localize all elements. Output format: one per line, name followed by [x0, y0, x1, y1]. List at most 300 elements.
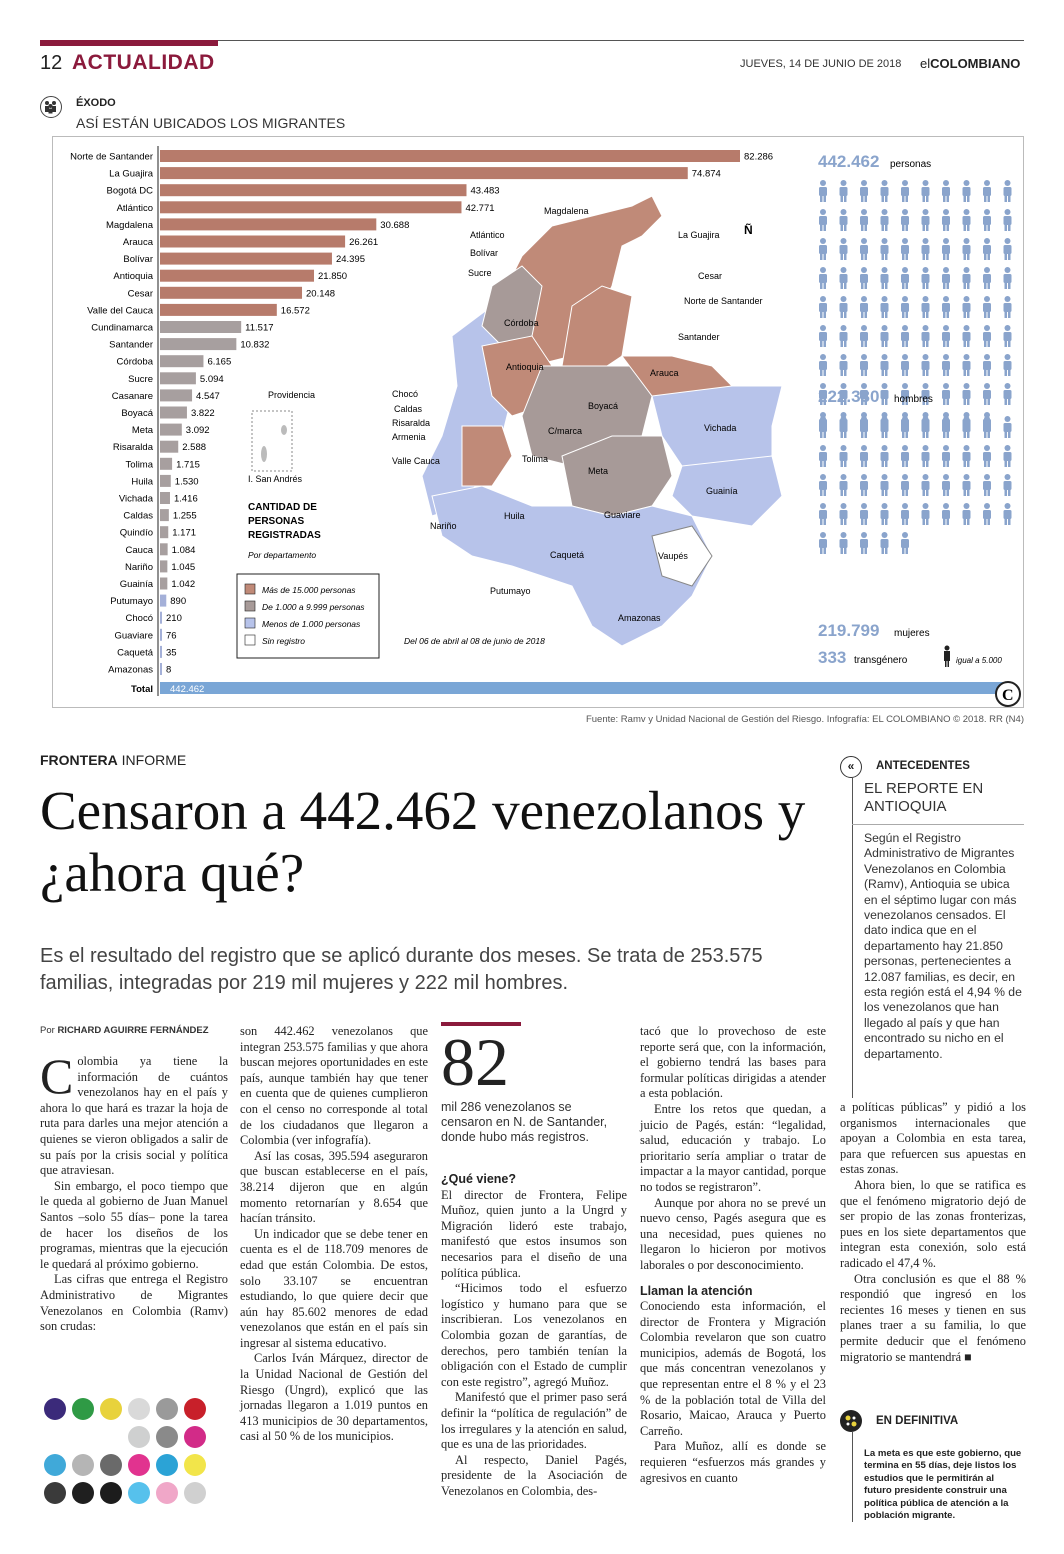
- bar: [160, 492, 170, 504]
- color-registration-bar: [44, 1398, 224, 1510]
- article-column-1: [40, 1048, 228, 1335]
- bar-category-label: Córdoba: [116, 356, 153, 368]
- bar: [160, 287, 302, 299]
- bar-value-label: 2.588: [182, 442, 207, 454]
- person-icon: [840, 416, 848, 438]
- person-icon: [922, 267, 930, 289]
- paragraph: Conociendo esta información, el director de Frontera y Migración Colombia revelaron que son cuatro municipios, además de Bogotá, los que más concentran venezolanos y que representan entre el 8 % y el 23 % de la población total de Villa del Rosario, Maicao, Arauca y Puerto Carreño.: [640, 1299, 826, 1438]
- map-label: La Guajira: [678, 230, 720, 240]
- date-range: Del 06 de abril al 08 de junio de 2018: [404, 636, 545, 646]
- map-title-line: [248, 502, 321, 541]
- color-dot: [44, 1398, 66, 1420]
- sidebar-body: La meta es que este gobierno, que termina en 55 días, deje listos los estudios que le permitirán al futuro presidente construir una política pública de atención a la población migrante.: [864, 1448, 1022, 1522]
- men-pictogram: [819, 416, 1012, 554]
- map-label: Chocó: [392, 389, 419, 399]
- paragraph: Las cifras que entrega el Registro Administrativo de Migrantes Venezolanos en Colombia (Ramv) son crudas:: [40, 1272, 228, 1334]
- bar-value-label: 35: [166, 647, 177, 659]
- color-dot: [184, 1454, 206, 1476]
- paragraph: son 442.462 venezolanos que integran 253.575 familias y que ahora buscan mejores oportunidades en este país, aunque también hay que tener en cuenta que de quienes cumplieron con el censo no corresponde al total de los ciudadanos que llegaron a Colombia (ver infografía).: [240, 1024, 428, 1148]
- bar: [160, 167, 688, 179]
- color-dot: [72, 1398, 94, 1420]
- person-icon: [963, 296, 971, 318]
- women-value: 219.799: [818, 621, 880, 640]
- bar-category-label: Bolívar: [123, 254, 153, 266]
- bar-category-label: Meta: [131, 425, 153, 437]
- legend-swatch: [245, 618, 255, 628]
- person-icon: [901, 325, 909, 347]
- person-icon: [944, 646, 950, 668]
- men-value: 222.330: [818, 387, 880, 406]
- legend-label: Sin registro: [262, 636, 305, 646]
- person-icon: [1004, 503, 1012, 525]
- person-icon: [922, 296, 930, 318]
- bar-category-label: Cundinamarca: [91, 322, 153, 334]
- color-dot: [72, 1482, 94, 1504]
- person-icon: [963, 238, 971, 260]
- person-icon: [983, 445, 991, 467]
- map-label: Caquetá: [550, 550, 585, 560]
- person-icon: [922, 416, 930, 438]
- bar-value-label: 6.165: [207, 356, 232, 368]
- bar: [160, 253, 332, 265]
- person-icon: [942, 209, 950, 231]
- person-icon: [860, 474, 868, 496]
- dropcap: C: [40, 1048, 74, 1104]
- paragraph: Entre los retos que quedan, a juicio de Pagés, están: “legalidad, salud, educación y trabajo. Lo prioritario sería ampliar o tratar de impactar a la mayor cantidad, porque no todos se registraron”.: [640, 1101, 826, 1194]
- person-icon: [963, 445, 971, 467]
- total-bar: [160, 682, 1010, 694]
- bar-category-label: Cauca: [125, 544, 153, 556]
- person-icon: [963, 474, 971, 496]
- byline: [40, 1025, 209, 1036]
- bar: [160, 475, 171, 487]
- map-subtitle: Por departamento: [248, 550, 317, 560]
- bar: [160, 407, 187, 419]
- person-icon: [942, 180, 950, 202]
- person-icon: [881, 445, 889, 467]
- sidebar-label: EN DEFINITIVA: [876, 1415, 959, 1427]
- person-icon: [840, 445, 848, 467]
- issue-date: JUEVES, 14 DE JUNIO DE 2018: [740, 58, 902, 70]
- map-label: Armenia: [392, 432, 426, 442]
- person-icon: [819, 238, 827, 260]
- paragraph: El director de Frontera, Felipe Muñoz, quien junto a la Ungrd y Migración lideró este trabajo, manifestó que estos insumos son necesarios para el diseño de una política pública.: [441, 1187, 627, 1280]
- bar: [160, 389, 192, 401]
- person-icon: [860, 209, 868, 231]
- person-icon: [901, 267, 909, 289]
- bar-category-label: Nariño: [125, 561, 153, 573]
- bar: [160, 458, 172, 470]
- person-icon: [922, 325, 930, 347]
- map-label: Vaupés: [658, 551, 688, 561]
- bar-value-label: 3.092: [185, 425, 210, 437]
- bar: [160, 578, 167, 590]
- person-icon: [942, 445, 950, 467]
- bar: [160, 441, 178, 453]
- person-icon: [1004, 416, 1012, 438]
- legend-label: De 1.000 a 9.999 personas: [262, 602, 365, 612]
- icon-equals: igual a 5.000: [956, 656, 1002, 665]
- person-icon: [819, 416, 827, 438]
- chevrons-left-icon: «: [840, 756, 862, 778]
- bar: [160, 629, 162, 641]
- bar-value-label: 1.715: [176, 459, 200, 471]
- bar-value-label: 1.084: [171, 544, 196, 556]
- bar-value-label: 24.395: [335, 254, 366, 266]
- bar-category-label: Caldas: [123, 510, 153, 522]
- color-dot: [44, 1482, 66, 1504]
- person-icon: [819, 532, 827, 554]
- person-icon: [983, 296, 991, 318]
- person-icon: [860, 416, 868, 438]
- person-icon: [840, 238, 848, 260]
- brand-name: COLOMBIANO: [930, 56, 1021, 71]
- bar-value-label: 43.483: [470, 185, 500, 197]
- bar-value-label: 30.688: [380, 219, 410, 231]
- bar: [160, 372, 196, 384]
- person-icon: [942, 267, 950, 289]
- person-icon: [922, 503, 930, 525]
- bar: [160, 270, 314, 282]
- map-label: Magdalena: [544, 206, 589, 216]
- bar-category-label: Cesar: [127, 288, 153, 300]
- person-icon: [983, 383, 991, 405]
- bar: [160, 543, 168, 555]
- person-icon: [963, 383, 971, 405]
- pull-number: 82: [441, 1024, 509, 1100]
- san-andres-inset: [252, 411, 292, 471]
- person-icon: [942, 383, 950, 405]
- person-icon: [860, 180, 868, 202]
- colombia-map: [422, 196, 782, 646]
- san-andres-label: I. San Andrés: [248, 474, 303, 484]
- kicker-light: INFORME: [121, 752, 187, 768]
- bar-category-label: Valle del Cauca: [87, 305, 153, 317]
- bar-category-label: Quindío: [119, 527, 153, 539]
- bar-value-label: 8: [166, 664, 172, 676]
- person-icon: [942, 474, 950, 496]
- person-icon: [881, 532, 889, 554]
- bar-value-label: 20.148: [306, 288, 336, 300]
- person-icon: [901, 180, 909, 202]
- person-icon: [881, 267, 889, 289]
- pull-text: mil 286 venezolanos se censaron en N. de Santander, donde hubo más registros.: [441, 1100, 608, 1144]
- color-dot: [156, 1454, 178, 1476]
- bar-category-label: Boyacá: [121, 408, 153, 419]
- bar-value-label: 11.517: [245, 322, 274, 334]
- bar-category-label: Chocó: [125, 613, 153, 625]
- bar-value-label: 26.261: [349, 237, 379, 248]
- infographic-credit: Fuente: Ramv y Unidad Nacional de Gestión del Riesgo. Infografía: EL COLOMBIANO © 2018. RR (N4): [585, 714, 1024, 725]
- person-icon: [860, 503, 868, 525]
- person-icon: [983, 209, 991, 231]
- bar: [160, 509, 169, 521]
- kicker-bold: FRONTERA: [40, 752, 118, 768]
- infographic-chart: [52, 136, 1024, 708]
- person-icon: [860, 325, 868, 347]
- paragraph: Así las cosas, 395.594 aseguraron que buscan establecerse en el país, 38.214 dijeron que en algún momento retornarían y 8.654 que hacían tránsito.: [240, 1148, 428, 1226]
- bar: [160, 526, 168, 538]
- person-icon: [942, 325, 950, 347]
- bar-category-label: Guainía: [119, 579, 153, 590]
- bar-value-label: 74.874: [691, 168, 721, 180]
- legend-swatch: [245, 584, 255, 594]
- person-icon: [901, 474, 909, 496]
- person-icon: [983, 267, 991, 289]
- color-dot: [156, 1426, 178, 1448]
- person-icon: [840, 354, 848, 376]
- person-icon: [983, 474, 991, 496]
- map-label: Sucre: [468, 268, 492, 278]
- person-icon: [819, 503, 827, 525]
- bar-category-label: Antioquia: [113, 271, 153, 283]
- persons-label: personas: [890, 159, 932, 170]
- bar: [160, 424, 182, 436]
- person-icon: [922, 209, 930, 231]
- person-icon: [983, 416, 991, 438]
- bar: [160, 663, 162, 675]
- infographic-title: ASÍ ESTÁN UBICADOS LOS MIGRANTES: [76, 115, 346, 131]
- person-icon: [942, 296, 950, 318]
- legend-label: Menos de 1.000 personas: [262, 619, 361, 629]
- page-number: 12: [40, 52, 63, 74]
- person-icon: [819, 325, 827, 347]
- sidebar-body: Según el Registro Administrativo de Migrantes Venezolanos en Colombia (Ramv), Antioquia se ubica en el séptimo lugar con más venezolanos censados. El dato indica que en el departamento hay 21.850 personas, pertenecientes a 12.087 familias, es decir, en esta región está el 4,94 % de los venezolanos que han llegado al país y que han encontrado su nicho en el departamento.: [864, 831, 1022, 1061]
- providencia-label: Providencia: [268, 390, 316, 400]
- logo-letter: C: [1002, 687, 1014, 704]
- persons-value: 442.462: [818, 152, 880, 171]
- byline-prefix: Por: [40, 1025, 55, 1036]
- map-label: Guaviare: [604, 510, 641, 520]
- person-icon: [881, 474, 889, 496]
- bar: [160, 595, 166, 607]
- person-icon: [819, 180, 827, 202]
- bar-category-label: Tolima: [125, 459, 153, 471]
- person-icon: [963, 325, 971, 347]
- puzzle-icon: [840, 1410, 862, 1432]
- article-column-3: [441, 1162, 627, 1499]
- person-icon: [922, 180, 930, 202]
- map-label: Arauca: [650, 368, 679, 378]
- person-icon: [922, 445, 930, 467]
- person-icon: [840, 532, 848, 554]
- subheading: Llaman la atención: [640, 1283, 753, 1298]
- brand-prefix: el: [920, 56, 931, 71]
- person-icon: [819, 445, 827, 467]
- paragraph-text: olombia ya tiene la información de cuántos venezolanos hay en el país y ahora lo que hará es trazar la hoja de ruta para darles una mejor atención a quienes se vieron obligados a salir de su país por la crisis social y política que atraviesan.: [40, 1054, 228, 1178]
- section-accent-bar: [40, 40, 218, 46]
- person-icon: [840, 325, 848, 347]
- map-label: Nariño: [430, 521, 457, 531]
- san-andres-island: [261, 446, 267, 462]
- paragraph: Manifestó que el primer paso será definir la “política de regulación” de los irregulares y la atención en salud, que es una de las prioridades.: [441, 1390, 627, 1452]
- map-label: Córdoba: [504, 318, 539, 328]
- person-icon: [860, 238, 868, 260]
- color-dot: [128, 1398, 150, 1420]
- person-icon: [881, 503, 889, 525]
- sidebar-rule: [852, 778, 853, 1098]
- sidebar-title: EL REPORTE EN ANTIOQUIA: [864, 780, 984, 815]
- color-dot: [128, 1482, 150, 1504]
- person-icon: [1004, 354, 1012, 376]
- person-icon: [819, 267, 827, 289]
- map-label: Risaralda: [392, 418, 431, 428]
- map-label: Tolima: [522, 454, 549, 464]
- sidebar-divider: [852, 824, 1024, 825]
- bar-category-label: Caquetá: [117, 647, 153, 659]
- infographic-kicker: ÉXODO: [76, 97, 116, 109]
- person-icon: [942, 503, 950, 525]
- color-dot: [156, 1482, 178, 1504]
- deck: Es el resultado del registro que se aplicó durante dos meses. Se trata de 253.575 familias, integradas por 219 mil mujeres y 222 mil hombres.: [40, 945, 763, 994]
- bar-value-label: 4.547: [196, 390, 220, 402]
- person-icon: [983, 325, 991, 347]
- person-icon: [1004, 296, 1012, 318]
- color-dot: [184, 1426, 206, 1448]
- subheading: ¿Qué viene?: [441, 1172, 517, 1186]
- article-column-5: [840, 1100, 1026, 1365]
- headline: Censaron a 442.462 venezolanos y ¿ahora qué?: [40, 780, 806, 903]
- bar-category-label: Putumayo: [110, 596, 153, 608]
- map-title-tspan: PERSONAS: [248, 516, 305, 527]
- bar-value-label: 76: [166, 630, 177, 642]
- person-icon: [840, 474, 848, 496]
- bar-category-label: La Guajira: [109, 168, 153, 180]
- bar-value-label: 1.255: [172, 510, 197, 522]
- bar: [160, 355, 203, 367]
- map-title-tspan: REGISTRADAS: [248, 530, 321, 541]
- bar: [160, 304, 277, 316]
- person-icon: [881, 354, 889, 376]
- bar-value-label: 1.042: [171, 579, 196, 590]
- map-label: Bolívar: [470, 248, 499, 258]
- person-icon: [819, 354, 827, 376]
- bar-value-label: 21.850: [318, 271, 348, 283]
- bar: [160, 150, 740, 162]
- bar-value-label: 5.094: [199, 373, 224, 385]
- color-dot: [184, 1482, 206, 1504]
- color-dot: [156, 1398, 178, 1420]
- paragraph: Carlos Iván Márquez, director de la Unidad Nacional de Gestión del Riesgo (Ungrd), explicó que las jornadas llegaron a 1.019 puntos en 413 municipios de 30 departamentos, casi al 50 % de los municipios.: [240, 1351, 428, 1444]
- bar: [160, 184, 466, 196]
- bar-value-label: 890: [170, 596, 187, 608]
- person-icon: [922, 474, 930, 496]
- person-icon: [819, 474, 827, 496]
- bar-value-label: 10.832: [240, 339, 270, 351]
- person-icon: [840, 209, 848, 231]
- newspaper-brand: [920, 56, 1020, 71]
- person-icon: [983, 238, 991, 260]
- person-icon: [963, 180, 971, 202]
- person-icon: [860, 267, 868, 289]
- bar-category-label: Guaviare: [114, 630, 153, 642]
- bar-value-label: 82.286: [744, 151, 774, 163]
- person-icon: [819, 209, 827, 231]
- bar-category-label: Arauca: [122, 237, 153, 248]
- paragraph: Un indicador que se debe tener en cuenta es el de 118.709 menores de edad que están Colombia. De estos, solo 33.107 se encuentran estudiando, lo que quiere decir que aún hay 85.602 menores de edad venezolanos que están en el país sin ingresar al sistema educativo.: [240, 1226, 428, 1350]
- person-icon: [860, 445, 868, 467]
- person-icon: [840, 296, 848, 318]
- person-icon: [860, 532, 868, 554]
- person-icon: [881, 416, 889, 438]
- person-icon: [901, 416, 909, 438]
- trans-value: 333: [818, 648, 847, 667]
- total-label: Total: [131, 684, 153, 695]
- person-icon: [901, 296, 909, 318]
- bar-category-label: Bogotá DC: [106, 185, 153, 197]
- total-value: 442.462: [170, 684, 205, 695]
- person-icon: [840, 503, 848, 525]
- map-label: Amazonas: [618, 613, 661, 623]
- men-label: hombres: [894, 394, 933, 405]
- person-icon: [942, 416, 950, 438]
- article-column-2: [240, 1024, 428, 1445]
- person-icon: [901, 445, 909, 467]
- person-icon: [1004, 474, 1012, 496]
- person-icon: [922, 238, 930, 260]
- bar-category-label: Casanare: [111, 390, 153, 402]
- bar: [160, 218, 376, 230]
- person-icon: [840, 267, 848, 289]
- person-icon: [963, 267, 971, 289]
- person-icon: [860, 296, 868, 318]
- bar: [160, 338, 236, 350]
- person-icon: [881, 325, 889, 347]
- paragraph: Aunque por ahora no se prevé un nuevo censo, Pagés asegura que es una necesidad, pues quienes no llegaron lo hicieron por motivos laborales o por desconocimiento.: [640, 1195, 826, 1272]
- sidebar-rule: [852, 1432, 853, 1522]
- color-dot: [100, 1482, 122, 1504]
- providencia-island: [281, 425, 287, 435]
- north-arrow: Ñ: [744, 223, 753, 237]
- map-label: C/marca: [548, 426, 583, 436]
- bar-value-label: 210: [166, 613, 182, 625]
- trans-label: transgénero: [854, 655, 908, 666]
- bar-category-label: Amazonas: [108, 664, 153, 676]
- color-dot: [100, 1454, 122, 1476]
- bar: [160, 646, 162, 658]
- women-label: mujeres: [894, 628, 930, 639]
- bar-category-label: Santander: [109, 339, 153, 351]
- person-icon: [983, 354, 991, 376]
- bar-category-label: Magdalena: [105, 219, 153, 231]
- paragraph: tacó que lo provechoso de este reporte será que, con la información, el gobierno tendrá las bases para formular políticas dirigidas a atender a esta población.: [640, 1024, 826, 1101]
- color-dot: [184, 1398, 206, 1420]
- person-icon: [1004, 325, 1012, 347]
- person-icon: [901, 238, 909, 260]
- bar-value-label: 42.771: [465, 202, 495, 214]
- bar: [160, 201, 461, 213]
- people-icon: [40, 96, 62, 118]
- bar-value-label: 3.822: [190, 408, 215, 419]
- bar-value-label: 16.572: [280, 305, 310, 317]
- bar-category-label: Huila: [131, 476, 153, 488]
- bar: [160, 236, 345, 248]
- map-label: Cesar: [698, 271, 723, 281]
- person-icon: [963, 503, 971, 525]
- color-dot: [128, 1454, 150, 1476]
- map-label: Norte de Santander: [684, 296, 763, 306]
- map-label: Boyacá: [588, 401, 619, 411]
- map-title-tspan: CANTIDAD DE: [248, 502, 317, 513]
- paragraph: Al respecto, Daniel Pagés, presidente de la Asociación de Venezolanos en Colombia, des-: [441, 1452, 627, 1498]
- color-dot: [44, 1454, 66, 1476]
- bar: [160, 321, 241, 333]
- paragraph: [40, 1048, 228, 1179]
- bar-category-label: Atlántico: [116, 202, 153, 214]
- person-icon: [881, 238, 889, 260]
- person-icon: [1004, 209, 1012, 231]
- person-icon: [901, 209, 909, 231]
